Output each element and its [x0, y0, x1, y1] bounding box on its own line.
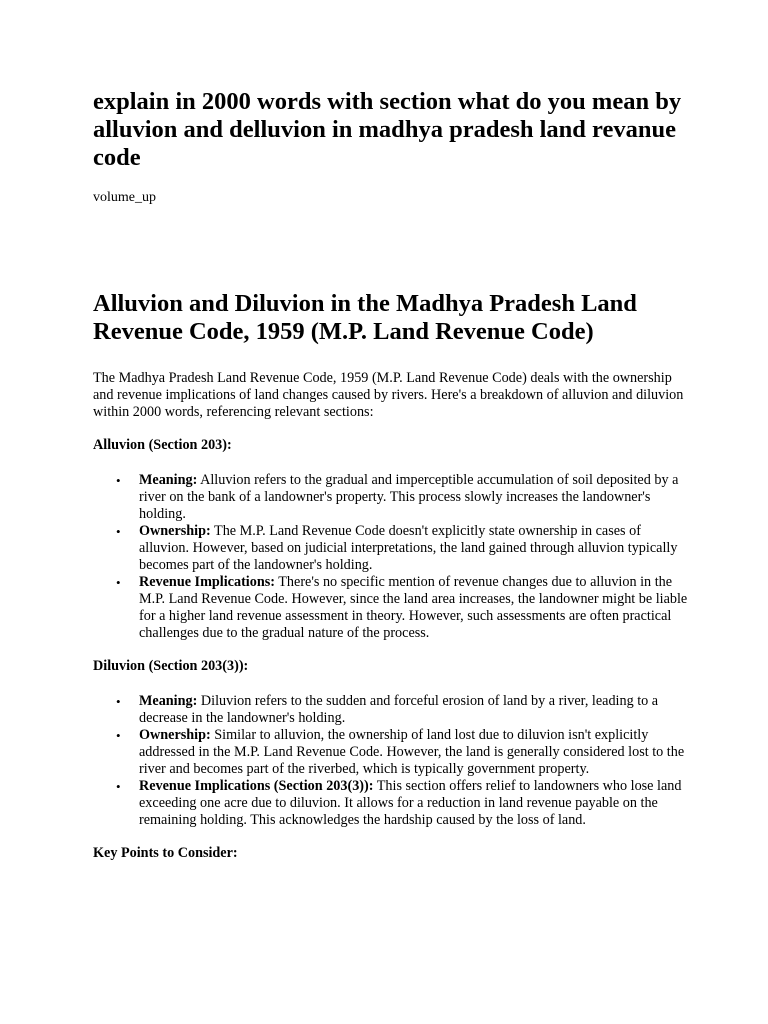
bullet-icon: • [116, 473, 121, 488]
alluvion-heading: Alluvion (Section 203): [93, 437, 232, 453]
bullet-icon: • [116, 694, 121, 709]
item-label: Revenue Implications (Section 203(3)): [139, 778, 374, 794]
key-points-heading: Key Points to Consider: [93, 845, 238, 861]
item-text: There's no specific mention of revenue changes due to alluvion in the M.P. Land Revenue Code. However, since the land area increases, the landowner might be liable for a higher land revenue assessment in theory. However, such assessments are often practical challenges due to the gradual nature of the process. [139, 574, 688, 641]
alluvion-list [93, 472, 688, 642]
prompt-heading: explain in 2000 words with section what do you mean by alluvion and delluvion in madhya pradesh land revanue code [93, 88, 682, 171]
bullet-icon: • [116, 728, 121, 743]
list-item [116, 574, 688, 642]
item-label: Meaning: [139, 693, 198, 709]
diluvion-heading: Diluvion (Section 203(3)): [93, 658, 249, 674]
bullet-icon: • [116, 524, 121, 539]
item-label: Ownership: [139, 727, 211, 743]
intro-paragraph: The Madhya Pradesh Land Revenue Code, 1959 (M.P. Land Revenue Code) deals with the ownership and revenue implications of land changes caused by rivers. Here's a breakdown of alluvion and diluvion within 2000 words, referencing relevant sections: [93, 370, 684, 420]
bullet-icon: • [116, 779, 121, 794]
item-text: Similar to alluvion, the ownership of land lost due to diluvion isn't explicitly addressed in the M.P. Land Revenue Code. However, the land is generally considered lost to the river and becomes part of the riverbed, which is typically government property. [139, 727, 685, 777]
item-label: Revenue Implications: [139, 574, 275, 590]
item-label: Meaning: [139, 472, 198, 488]
item-text: Diluvion refers to the sudden and forceful erosion of land by a river, leading to a decrease in the landowner's holding. [139, 693, 659, 726]
bullet-icon: • [116, 575, 121, 590]
list-item [116, 727, 688, 778]
item-text: Alluvion refers to the gradual and imperceptible accumulation of soil deposited by a river on the bank of a landowner's property. This process slowly increases the landowner's holding. [139, 472, 679, 522]
item-label: Ownership: [139, 523, 211, 539]
document-title: Alluvion and Diluvion in the Madhya Pradesh Land Revenue Code, 1959 (M.P. Land Revenue Code) [93, 290, 637, 345]
item-text: This section offers relief to landowners who lose land exceeding one acre due to diluvion. It allows for a reduction in land revenue payable on the remaining holding. This acknowledges the hardship caused by the loss of land. [139, 778, 682, 828]
item-text: The M.P. Land Revenue Code doesn't explicitly state ownership in cases of alluvion. However, based on judicial interpretations, the land gained through alluvion typically becomes part of the landowner's holding. [139, 523, 678, 573]
list-item [116, 472, 688, 523]
volume-up-label[interactable]: volume_up [93, 190, 156, 205]
list-item [116, 523, 688, 574]
list-item [116, 693, 688, 727]
list-item [116, 778, 688, 829]
diluvion-list [93, 693, 688, 829]
